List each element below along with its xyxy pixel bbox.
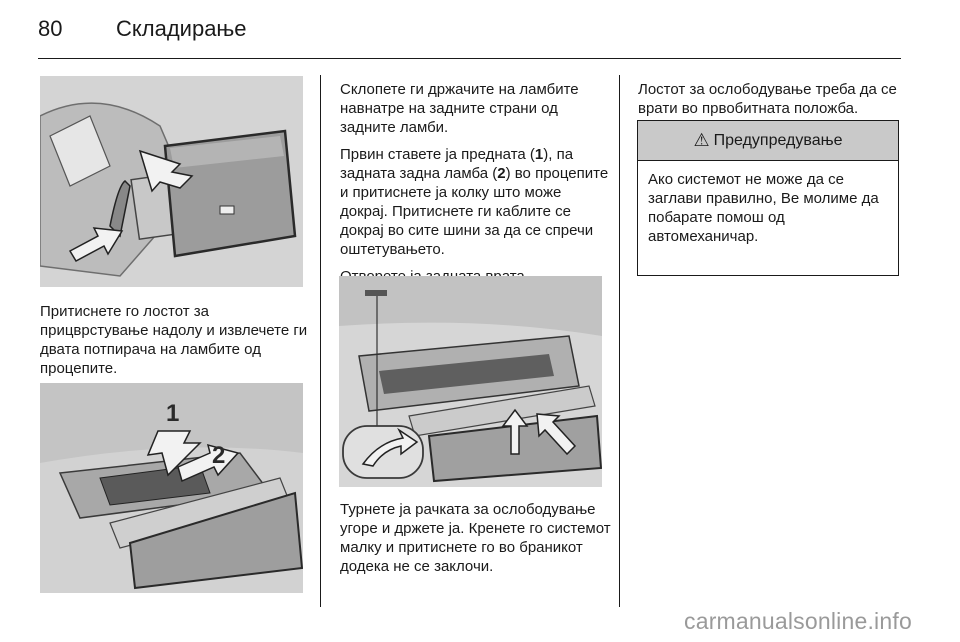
figure-bumper-system xyxy=(339,276,602,487)
figure-insert-lamps xyxy=(40,383,303,593)
warning-box xyxy=(637,120,899,276)
column-divider-2 xyxy=(619,75,620,607)
paragraph-release-handle: Турнете ја рачката за ослободување угоре и држете ја. Кренете го системот малку и притиснете го во браникот додека не се заклочи. xyxy=(340,501,611,575)
paragraph-insert-lamps xyxy=(340,145,612,259)
paragraph-lever-return: Лостот за ослободување треба да се врати во првобитната положба. xyxy=(638,81,897,117)
warning-triangle-icon: ⚠ xyxy=(693,130,710,150)
figure-callout-1: 1 xyxy=(166,400,180,427)
column-divider-1 xyxy=(320,75,321,607)
warning-header xyxy=(638,121,898,161)
page-header xyxy=(38,16,247,42)
paragraph-fold-holders: Склопете ги држачите на ламбите навнатре на задните страни од задните ламби. xyxy=(340,81,579,136)
column-2-text xyxy=(340,80,612,294)
figure-lamp-holder xyxy=(40,76,303,287)
text-fragment: ) во процепите и притиснете ја колку што може докрај. Притиснете ги каблите се докрај во сите шини за да се спречи оштетувањето. xyxy=(340,165,609,258)
header-rule xyxy=(38,58,901,59)
figure-callout-2: 2 xyxy=(212,442,226,469)
page-number: 80 xyxy=(38,16,63,41)
text-fragment: Првин ставете ја предната ( xyxy=(340,146,535,163)
column-2-bottom-text xyxy=(340,500,612,584)
bold-number-2: 2 xyxy=(497,165,506,182)
section-title: Складирање xyxy=(116,16,247,41)
bold-number-1: 1 xyxy=(534,146,544,163)
instruction-paragraph: Притиснете го лостот за прицврстување надолу и извлечете ги двата потпирача на ламбите од процепите. xyxy=(40,303,308,377)
watermark: carmanualsonline.info xyxy=(684,608,912,634)
text-fragment: ), па задната задна ламба ( xyxy=(340,146,574,182)
warning-text: Ако системот не може да се заглави правилно, Ве молиме да побарате помош од автомеханичар. xyxy=(648,171,879,245)
column-1-text xyxy=(40,302,310,386)
warning-title: Предупредување xyxy=(713,131,843,149)
